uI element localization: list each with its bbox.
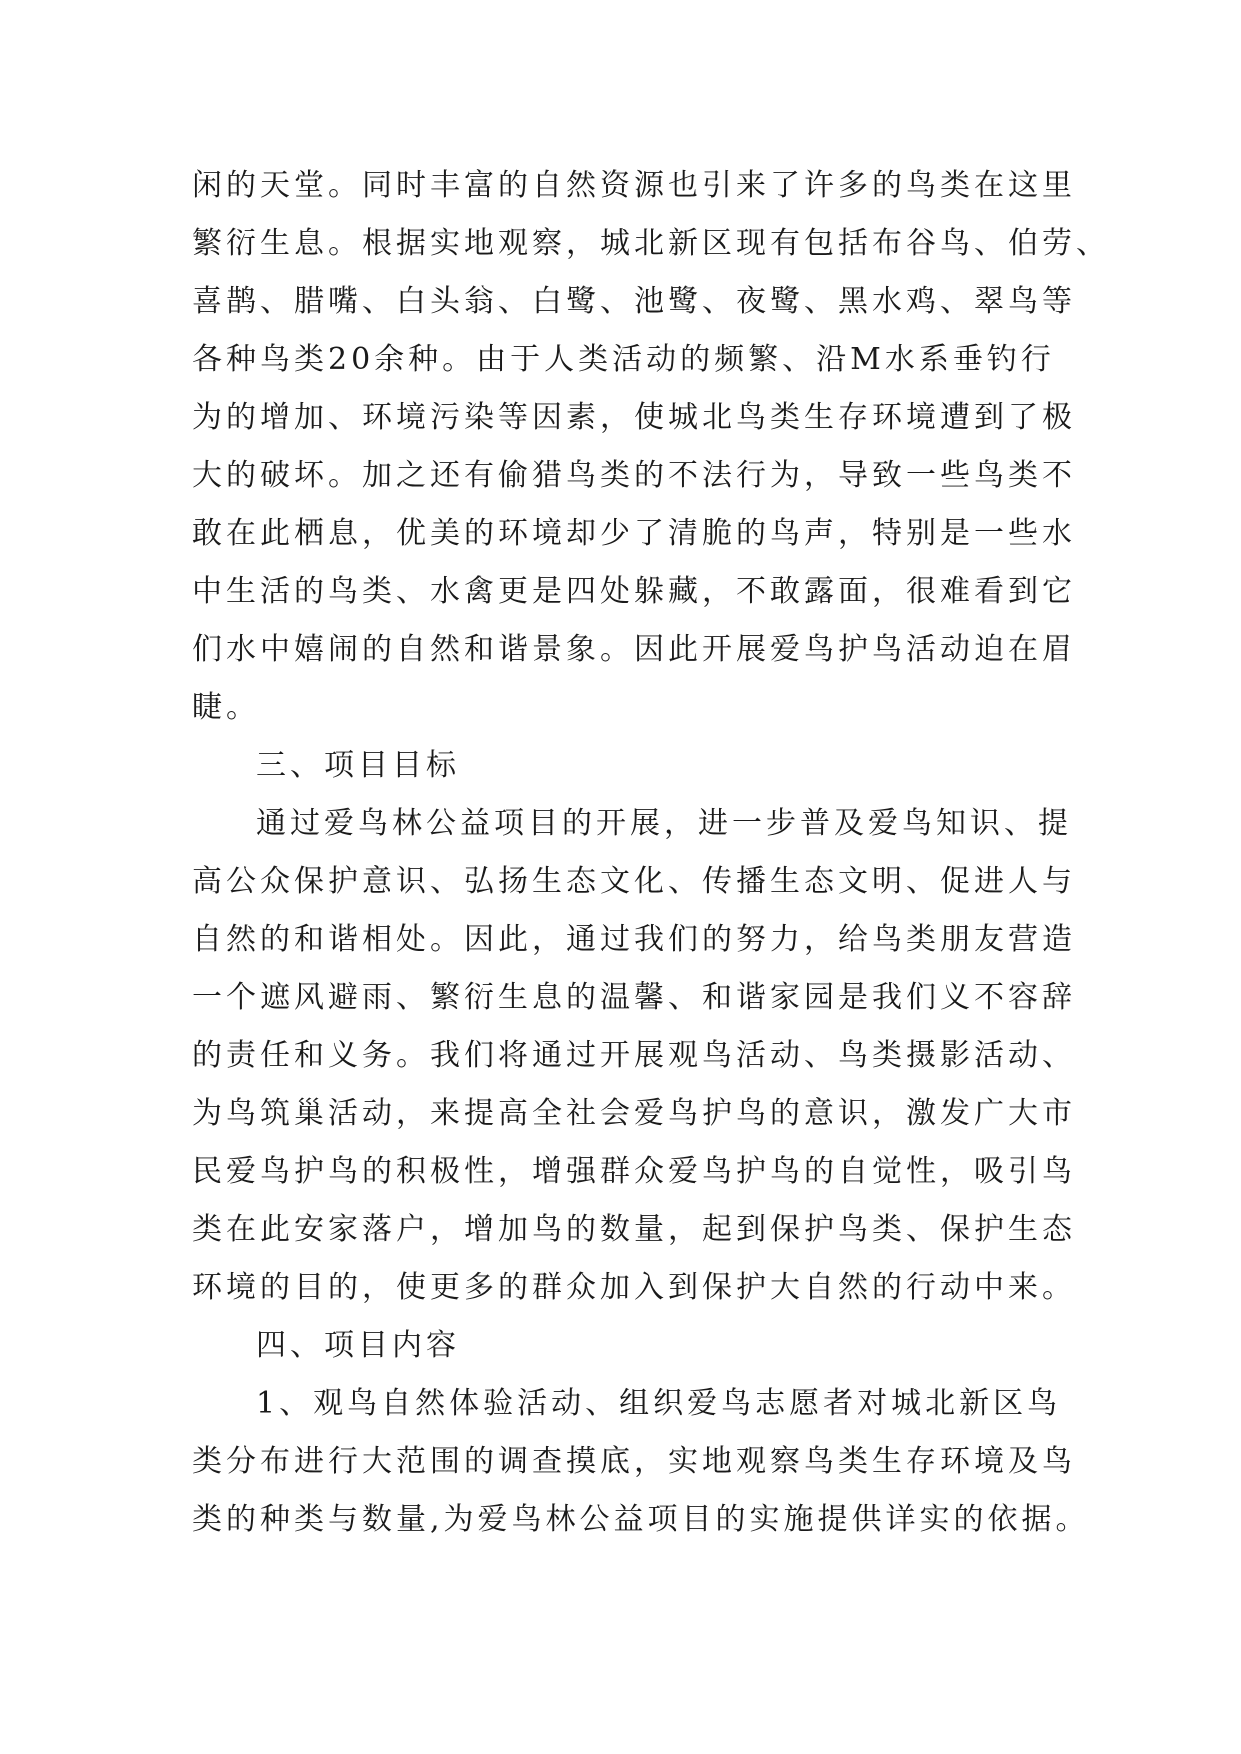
text-line: 闲的天堂。同时丰富的自然资源也引来了许多的鸟类在这里	[192, 168, 1076, 203]
text-line: 环境的目的，使更多的群众加入到保护大自然的行动中来。	[192, 1270, 1076, 1305]
text-line: 一个遮风避雨、繁衍生息的温馨、和谐家园是我们义不容辞	[192, 980, 1076, 1015]
text-line: 类的种类与数量,为爱鸟林公益项目的实施提供详实的依据。	[192, 1502, 1090, 1537]
text-line: 们水中嬉闹的自然和谐景象。因此开展爱鸟护鸟活动迫在眉	[192, 632, 1076, 667]
text-line: 睫。	[192, 690, 260, 725]
text-line: 类在此安家落户，增加鸟的数量，起到保护鸟类、保护生态	[192, 1212, 1076, 1247]
text-line: 的责任和义务。我们将通过开展观鸟活动、鸟类摄影活动、	[192, 1038, 1076, 1073]
document-page	[192, 157, 1110, 1549]
text-line: 自然的和谐相处。因此，通过我们的努力，给鸟类朋友营造	[192, 922, 1076, 957]
text-line: 中生活的鸟类、水禽更是四处躲藏，不敢露面，很难看到它	[192, 574, 1076, 609]
text-line: 大的破坏。加之还有偷猎鸟类的不法行为，导致一些鸟类不	[192, 458, 1076, 493]
text-line: 民爱鸟护鸟的积极性，增强群众爱鸟护鸟的自觉性，吸引鸟	[192, 1154, 1076, 1189]
text-line: 为的增加、环境污染等因素，使城北鸟类生存环境遭到了极	[192, 400, 1076, 435]
text-line: 喜鹊、腊嘴、白头翁、白鹭、池鹭、夜鹭、黑水鸡、翠鸟等	[192, 284, 1076, 319]
text-line: 类分布进行大范围的调查摸底，实地观察鸟类生存环境及鸟	[192, 1444, 1076, 1479]
text-line: 通过爱鸟林公益项目的开展，进一步普及爱鸟知识、提	[256, 806, 1072, 841]
text-line: 1、观鸟自然体验活动、组织爱鸟志愿者对城北新区鸟	[256, 1386, 1062, 1421]
text-line: 为鸟筑巢活动，来提高全社会爱鸟护鸟的意识，激发广大市	[192, 1096, 1076, 1131]
text-line: 高公众保护意识、弘扬生态文化、传播生态文明、促进人与	[192, 864, 1076, 899]
section-heading: 四、项目内容	[256, 1328, 460, 1363]
text-line: 各种鸟类20余种。由于人类活动的频繁、沿M水系垂钓行	[192, 342, 1055, 377]
section-heading: 三、项目目标	[256, 748, 460, 783]
text-line: 繁衍生息。根据实地观察，城北新区现有包括布谷鸟、伯劳、	[192, 226, 1110, 261]
text-line: 敢在此栖息，优美的环境却少了清脆的鸟声，特别是一些水	[192, 516, 1076, 551]
